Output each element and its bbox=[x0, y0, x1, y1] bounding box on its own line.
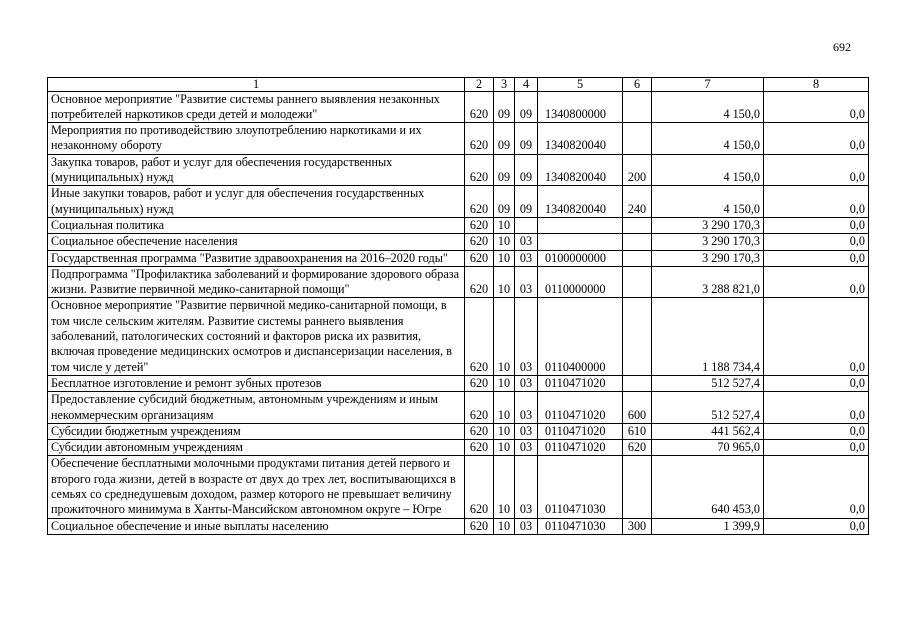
row-subsection-cell: 03 bbox=[515, 456, 538, 518]
row-subsection-cell: 03 bbox=[515, 375, 538, 391]
row-name-cell: Социальное обеспечение и иные выплаты населению bbox=[48, 518, 465, 534]
row-amount-2-cell: 0,0 bbox=[764, 217, 869, 233]
row-amount-2-cell: 0,0 bbox=[764, 456, 869, 518]
row-amount-2-cell: 0,0 bbox=[764, 186, 869, 218]
row-amount-2-cell: 0,0 bbox=[764, 298, 869, 375]
row-ministry-code-cell: 620 bbox=[465, 440, 494, 456]
row-subsection-cell: 03 bbox=[515, 518, 538, 534]
row-expense-type-cell bbox=[623, 266, 652, 298]
row-target-article-cell bbox=[538, 234, 623, 250]
row-target-article-cell bbox=[538, 217, 623, 233]
header-cell-4: 4 bbox=[515, 78, 538, 92]
row-subsection-cell: 09 bbox=[515, 123, 538, 155]
row-section-cell: 09 bbox=[494, 186, 515, 218]
header-cell-1: 1 bbox=[48, 78, 465, 92]
row-expense-type-cell bbox=[623, 217, 652, 233]
row-amount-cell: 4 150,0 bbox=[652, 186, 764, 218]
row-amount-cell: 512 527,4 bbox=[652, 392, 764, 424]
row-section-cell: 09 bbox=[494, 123, 515, 155]
row-ministry-code-cell: 620 bbox=[465, 234, 494, 250]
row-subsection-cell: 03 bbox=[515, 423, 538, 439]
table-row bbox=[48, 186, 869, 218]
row-amount-cell: 70 965,0 bbox=[652, 440, 764, 456]
row-section-cell: 09 bbox=[494, 154, 515, 186]
table-row bbox=[48, 154, 869, 186]
row-name-cell: Бесплатное изготовление и ремонт зубных протезов bbox=[48, 375, 465, 391]
row-ministry-code-cell: 620 bbox=[465, 423, 494, 439]
row-target-article-cell: 1340820040 bbox=[538, 186, 623, 218]
row-section-cell: 10 bbox=[494, 266, 515, 298]
row-expense-type-cell bbox=[623, 250, 652, 266]
table-row bbox=[48, 234, 869, 250]
row-name-cell: Иные закупки товаров, работ и услуг для обеспечения государственных (муниципальных) нужд bbox=[48, 186, 465, 218]
row-expense-type-cell: 610 bbox=[623, 423, 652, 439]
row-target-article-cell: 0110471020 bbox=[538, 375, 623, 391]
row-ministry-code-cell: 620 bbox=[465, 123, 494, 155]
row-expense-type-cell bbox=[623, 456, 652, 518]
row-amount-cell: 3 290 170,3 bbox=[652, 217, 764, 233]
row-amount-cell: 4 150,0 bbox=[652, 91, 764, 123]
table-row bbox=[48, 375, 869, 391]
row-amount-2-cell: 0,0 bbox=[764, 234, 869, 250]
row-ministry-code-cell: 620 bbox=[465, 298, 494, 375]
row-target-article-cell: 0110471030 bbox=[538, 518, 623, 534]
row-expense-type-cell: 200 bbox=[623, 154, 652, 186]
row-ministry-code-cell: 620 bbox=[465, 186, 494, 218]
budget-table bbox=[47, 77, 869, 535]
row-name-cell: Государственная программа "Развитие здравоохранения на 2016–2020 годы" bbox=[48, 250, 465, 266]
row-expense-type-cell: 620 bbox=[623, 440, 652, 456]
row-ministry-code-cell: 620 bbox=[465, 250, 494, 266]
row-amount-cell: 3 290 170,3 bbox=[652, 234, 764, 250]
row-target-article-cell: 0110471030 bbox=[538, 456, 623, 518]
row-amount-cell: 3 290 170,3 bbox=[652, 250, 764, 266]
row-expense-type-cell: 240 bbox=[623, 186, 652, 218]
row-section-cell: 10 bbox=[494, 456, 515, 518]
row-target-article-cell: 1340800000 bbox=[538, 91, 623, 123]
row-amount-2-cell: 0,0 bbox=[764, 423, 869, 439]
header-cell-7: 7 bbox=[652, 78, 764, 92]
row-amount-cell: 4 150,0 bbox=[652, 154, 764, 186]
row-name-cell: Социальное обеспечение населения bbox=[48, 234, 465, 250]
row-amount-cell: 640 453,0 bbox=[652, 456, 764, 518]
row-subsection-cell: 03 bbox=[515, 392, 538, 424]
row-amount-2-cell: 0,0 bbox=[764, 266, 869, 298]
row-target-article-cell: 1340820040 bbox=[538, 123, 623, 155]
row-expense-type-cell bbox=[623, 298, 652, 375]
row-subsection-cell: 03 bbox=[515, 234, 538, 250]
row-name-cell: Подпрограмма "Профилактика заболеваний и формирование здорового образа жизни. Развитие первичной медико-санитарной помощи" bbox=[48, 266, 465, 298]
row-section-cell: 10 bbox=[494, 392, 515, 424]
row-section-cell: 10 bbox=[494, 298, 515, 375]
table-row bbox=[48, 456, 869, 518]
row-name-cell: Обеспечение бесплатными молочными продуктами питания детей первого и второго года жизни, детей в возрасте от двух до трех лет, воспитывающихся в семьях со среднедушевым доходом, размер которого не превышает величину прожиточного минимума в Ханты-Мансийском автономном округе – Югре bbox=[48, 456, 465, 518]
row-expense-type-cell bbox=[623, 375, 652, 391]
header-cell-3: 3 bbox=[494, 78, 515, 92]
row-expense-type-cell bbox=[623, 91, 652, 123]
row-section-cell: 10 bbox=[494, 217, 515, 233]
row-subsection-cell: 03 bbox=[515, 266, 538, 298]
table-row bbox=[48, 123, 869, 155]
row-section-cell: 10 bbox=[494, 250, 515, 266]
row-target-article-cell: 0110471020 bbox=[538, 440, 623, 456]
header-cell-8: 8 bbox=[764, 78, 869, 92]
row-name-cell: Основное мероприятие "Развитие системы раннего выявления незаконных потребителей наркотиков среди детей и молодежи" bbox=[48, 91, 465, 123]
row-amount-2-cell: 0,0 bbox=[764, 518, 869, 534]
row-ministry-code-cell: 620 bbox=[465, 266, 494, 298]
row-ministry-code-cell: 620 bbox=[465, 375, 494, 391]
row-subsection-cell bbox=[515, 217, 538, 233]
row-ministry-code-cell: 620 bbox=[465, 518, 494, 534]
row-subsection-cell: 03 bbox=[515, 250, 538, 266]
table-row bbox=[48, 440, 869, 456]
row-subsection-cell: 09 bbox=[515, 91, 538, 123]
row-amount-2-cell: 0,0 bbox=[764, 154, 869, 186]
row-target-article-cell: 0110471020 bbox=[538, 423, 623, 439]
row-subsection-cell: 03 bbox=[515, 440, 538, 456]
row-ministry-code-cell: 620 bbox=[465, 392, 494, 424]
row-target-article-cell: 0110471020 bbox=[538, 392, 623, 424]
header-cell-6: 6 bbox=[623, 78, 652, 92]
row-target-article-cell: 0100000000 bbox=[538, 250, 623, 266]
row-name-cell: Субсидии бюджетным учреждениям bbox=[48, 423, 465, 439]
row-amount-cell: 441 562,4 bbox=[652, 423, 764, 439]
table-header bbox=[48, 78, 869, 92]
row-amount-2-cell: 0,0 bbox=[764, 375, 869, 391]
table-row bbox=[48, 423, 869, 439]
row-name-cell: Предоставление субсидий бюджетным, автономным учреждениям и иным некоммерческим организациям bbox=[48, 392, 465, 424]
row-target-article-cell: 1340820040 bbox=[538, 154, 623, 186]
row-section-cell: 10 bbox=[494, 423, 515, 439]
row-expense-type-cell: 300 bbox=[623, 518, 652, 534]
row-expense-type-cell bbox=[623, 234, 652, 250]
row-amount-cell: 1 399,9 bbox=[652, 518, 764, 534]
table-row bbox=[48, 518, 869, 534]
table-row bbox=[48, 298, 869, 375]
row-amount-2-cell: 0,0 bbox=[764, 123, 869, 155]
table-row bbox=[48, 91, 869, 123]
table-row bbox=[48, 392, 869, 424]
row-section-cell: 10 bbox=[494, 518, 515, 534]
row-target-article-cell: 0110000000 bbox=[538, 266, 623, 298]
row-name-cell: Социальная политика bbox=[48, 217, 465, 233]
table-row bbox=[48, 266, 869, 298]
row-ministry-code-cell: 620 bbox=[465, 456, 494, 518]
row-amount-2-cell: 0,0 bbox=[764, 440, 869, 456]
page-number: 692 bbox=[833, 40, 851, 54]
row-name-cell: Субсидии автономным учреждениям bbox=[48, 440, 465, 456]
row-ministry-code-cell: 620 bbox=[465, 154, 494, 186]
row-subsection-cell: 09 bbox=[515, 186, 538, 218]
row-ministry-code-cell: 620 bbox=[465, 217, 494, 233]
row-expense-type-cell: 600 bbox=[623, 392, 652, 424]
row-amount-cell: 1 188 734,4 bbox=[652, 298, 764, 375]
row-section-cell: 10 bbox=[494, 234, 515, 250]
row-amount-cell: 3 288 821,0 bbox=[652, 266, 764, 298]
row-target-article-cell: 0110400000 bbox=[538, 298, 623, 375]
row-amount-cell: 512 527,4 bbox=[652, 375, 764, 391]
table-row bbox=[48, 217, 869, 233]
row-section-cell: 10 bbox=[494, 440, 515, 456]
row-name-cell: Основное мероприятие "Развитие первичной медико-санитарной помощи, в том числе сельским жителям. Развитие системы раннего выявления заболеваний, патологических состояний и факторов риска их развития, включая проведение медицинских осмотров и диспансеризации населения, в том числе у детей" bbox=[48, 298, 465, 375]
header-cell-2: 2 bbox=[465, 78, 494, 92]
row-expense-type-cell bbox=[623, 123, 652, 155]
header-row bbox=[48, 78, 869, 92]
row-section-cell: 10 bbox=[494, 375, 515, 391]
row-amount-2-cell: 0,0 bbox=[764, 91, 869, 123]
row-ministry-code-cell: 620 bbox=[465, 91, 494, 123]
row-section-cell: 09 bbox=[494, 91, 515, 123]
row-name-cell: Закупка товаров, работ и услуг для обеспечения государственных (муниципальных) нужд bbox=[48, 154, 465, 186]
row-subsection-cell: 09 bbox=[515, 154, 538, 186]
table-row bbox=[48, 250, 869, 266]
row-subsection-cell: 03 bbox=[515, 298, 538, 375]
header-cell-5: 5 bbox=[538, 78, 623, 92]
row-amount-2-cell: 0,0 bbox=[764, 392, 869, 424]
table-body bbox=[48, 91, 869, 534]
row-name-cell: Мероприятия по противодействию злоупотреблению наркотиками и их незаконному обороту bbox=[48, 123, 465, 155]
row-amount-2-cell: 0,0 bbox=[764, 250, 869, 266]
row-amount-cell: 4 150,0 bbox=[652, 123, 764, 155]
